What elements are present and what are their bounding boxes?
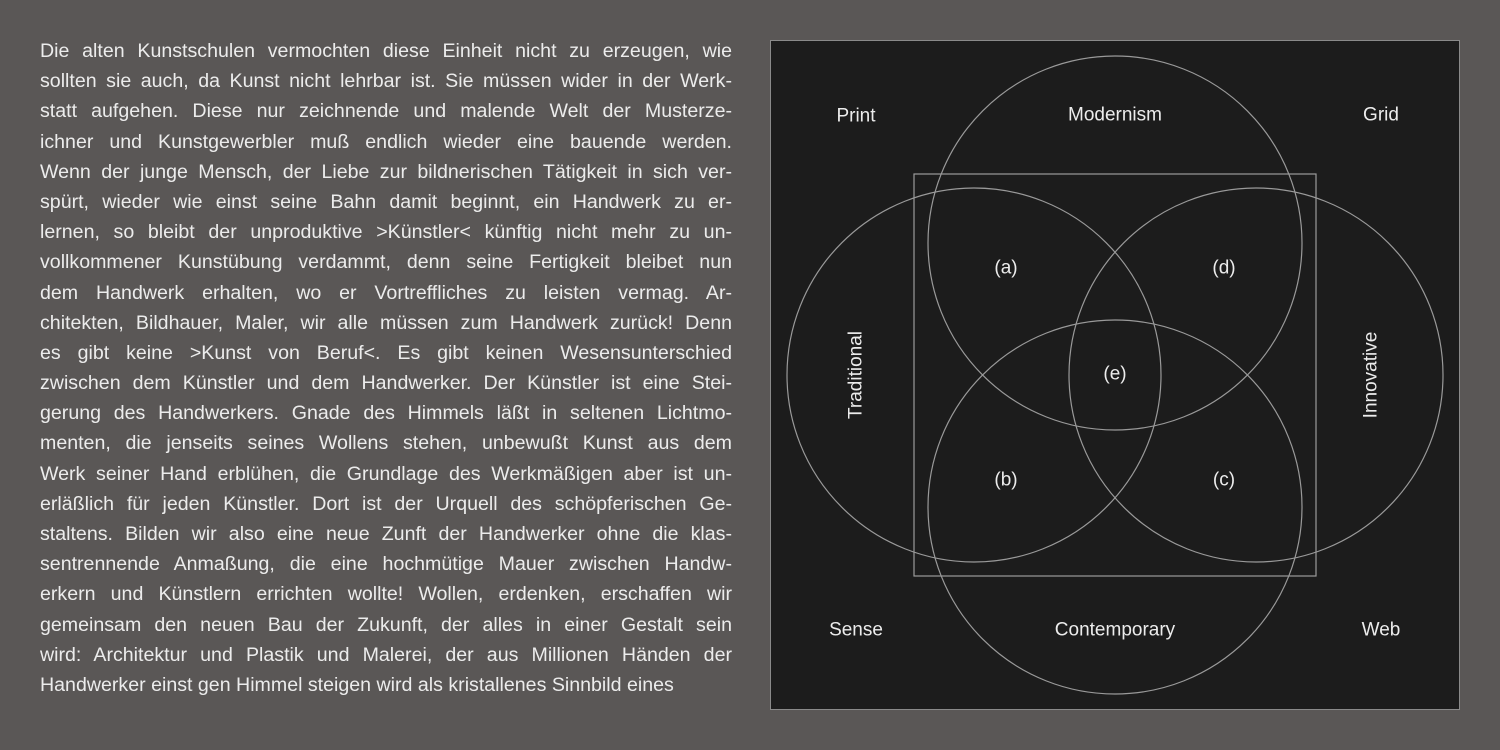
corner-label-bottom-right: Web (1361, 619, 1401, 641)
body-text-line: sollten sie auch, da Kunst nicht lehrbar ist. Sie müssen wider in der Werk- (40, 70, 732, 93)
body-text-line: Handwerker einst gen Himmel steigen wird als kristallenes Sinnbild eines (40, 673, 674, 696)
corner-label-top-left: Print (836, 105, 876, 127)
body-text-line: spürt, wieder wie einst seine Bahn damit beginnt, ein Handwerk zu er- (40, 190, 732, 213)
body-text-line: sentrennende Anmaßung, die eine hochmütige Mauer zwischen Handw- (40, 553, 732, 576)
region-label-e: (e) (1103, 363, 1127, 385)
venn-diagram (771, 41, 1459, 709)
body-text-line: staltens. Bilden wir also eine neue Zunft der Handwerker ohne die klas- (40, 523, 732, 545)
corner-label-bottom-left: Sense (829, 619, 883, 641)
body-text-line: dem Handwerk erhalten, wo er Vortreffliches zu leisten vermag. Ar- (40, 281, 732, 304)
region-label-b: (b) (994, 469, 1018, 491)
body-text-line: erkern und Künstlern errichten wollte! Wollen, erdenken, erschaffen wir (40, 583, 732, 606)
region-label-d: (d) (1212, 257, 1236, 279)
body-text-line: vollkommener Kunstübung verdammt, denn seine Fertigkeit bleibet nun (40, 251, 732, 274)
region-label-c: (c) (1212, 469, 1236, 491)
region-label-a: (a) (994, 257, 1018, 279)
circle-label-innovative: Innovative (1360, 331, 1382, 419)
circle-label-modernism: Modernism (1068, 104, 1162, 126)
circle-label-contemporary: Contemporary (1054, 619, 1176, 641)
body-text-line: Werk seiner Hand erblühen, die Grundlage des Werkmäßigen aber ist un- (40, 462, 732, 485)
circle-label-traditional: Traditional (845, 330, 867, 420)
body-text-line: zwischen dem Künstler und dem Handwerker. Der Künstler ist eine Stei- (40, 372, 732, 395)
body-text-line: Wenn der junge Mensch, der Liebe zur bildnerischen Tätigkeit in sich ver- (40, 160, 732, 183)
body-text-line: wird: Architektur und Plastik und Malerei, der aus Millionen Händen der (40, 643, 732, 666)
body-text-line: gemeinsam den neuen Bau der Zukunft, der alles in einer Gestalt sein (40, 613, 732, 636)
body-text-line: lernen, so bleibt der unproduktive >Künstler< künftig nicht mehr zu un- (40, 221, 732, 244)
body-text-line: menten, die jenseits seines Wollens stehen, unbewußt Kunst aus dem (40, 432, 732, 455)
body-text-line: es gibt keine >Kunst von Beruf<. Es gibt keinen Wesensunterschied (40, 341, 732, 364)
body-text-line: chitekten, Bildhauer, Maler, wir alle müssen zum Handwerk zurück! Denn (40, 311, 732, 334)
body-text-column (40, 36, 732, 700)
body-text-line: gerung des Handwerkers. Gnade des Himmels läßt in seltenen Lichtmo- (40, 402, 732, 425)
body-text-line: Die alten Kunstschulen vermochten diese Einheit nicht zu erzeugen, wie (40, 40, 732, 62)
body-text-line: ichner und Kunstgewerbler muß endlich wieder eine bauende werden. (40, 130, 732, 153)
body-text-line: statt aufgehen. Diese nur zeichnende und malende Welt der Musterze- (40, 100, 732, 123)
body-text-line: erläßlich für jeden Künstler. Dort ist der Urquell des schöpferischen Ge- (40, 492, 732, 515)
corner-label-top-right: Grid (1363, 104, 1399, 126)
venn-diagram-panel (770, 40, 1460, 710)
